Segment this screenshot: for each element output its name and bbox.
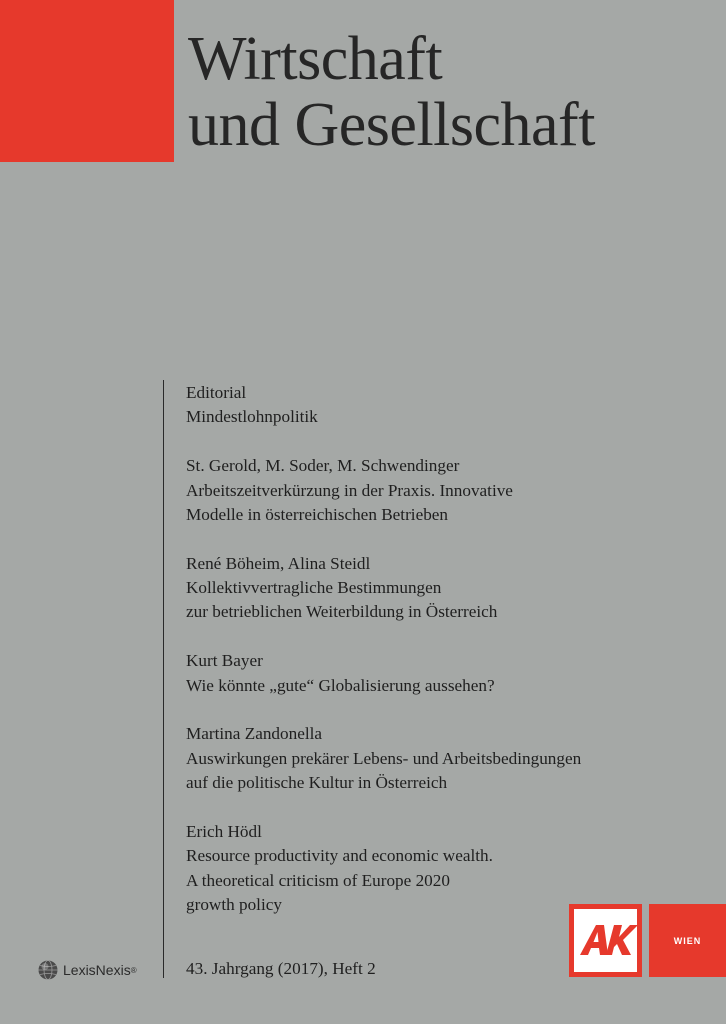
toc-authors: Martina Zandonella <box>186 724 323 744</box>
toc-title-line: Kollektivvertragliche Bestimmungen <box>186 578 442 598</box>
journal-title-line-2: und Gesellschaft <box>188 91 595 159</box>
toc-authors: Kurt Bayer <box>186 651 263 671</box>
toc-title-line: zur betrieblichen Weiterbildung in Österreich <box>186 602 498 622</box>
toc-authors: St. Gerold, M. Soder, M. Schwendinger <box>186 456 460 476</box>
journal-title <box>188 26 718 158</box>
toc-entry <box>186 381 706 430</box>
toc-authors: René Böheim, Alina Steidl <box>186 553 371 573</box>
ak-logo-icon <box>574 909 637 972</box>
table-of-contents <box>186 381 706 942</box>
toc-title-line: Resource productivity and economic wealth. <box>186 846 493 866</box>
ak-city-label: WIEN <box>649 904 726 977</box>
issue-info: 43. Jahrgang (2017), Heft 2 <box>186 959 376 978</box>
publisher-logo <box>38 959 137 981</box>
toc-title-line: Arbeitszeitverkürzung in der Praxis. Innovative <box>186 480 513 500</box>
red-corner-block <box>0 0 174 162</box>
toc-entry <box>186 552 706 625</box>
toc-title-line: Auswirkungen prekärer Lebens- und Arbeitsbedingungen <box>186 748 582 768</box>
toc-title-line: Mindestlohnpolitik <box>186 407 318 427</box>
toc-title-line: auf die politische Kultur in Österreich <box>186 773 448 793</box>
publisher-mark: ® <box>130 965 137 975</box>
ak-logo <box>569 904 642 977</box>
publisher-name: LexisNexis <box>63 962 131 978</box>
journal-title-line-1: Wirtschaft <box>188 25 443 93</box>
globe-logo-icon <box>38 960 58 980</box>
vertical-divider <box>163 380 164 978</box>
toc-title-line: growth policy <box>186 894 282 914</box>
toc-title-line: A theoretical criticism of Europe 2020 <box>186 870 450 890</box>
toc-authors: Erich Hödl <box>186 821 262 841</box>
toc-entry <box>186 820 706 918</box>
toc-entry <box>186 454 706 527</box>
toc-authors: Editorial <box>186 383 247 402</box>
toc-entry <box>186 649 706 698</box>
toc-title-line: Modelle in österreichischen Betrieben <box>186 504 449 524</box>
ak-logo-panel <box>574 909 637 972</box>
toc-entry <box>186 722 706 795</box>
toc-title-line: Wie könnte „gute“ Globalisierung aussehen? <box>186 675 495 695</box>
